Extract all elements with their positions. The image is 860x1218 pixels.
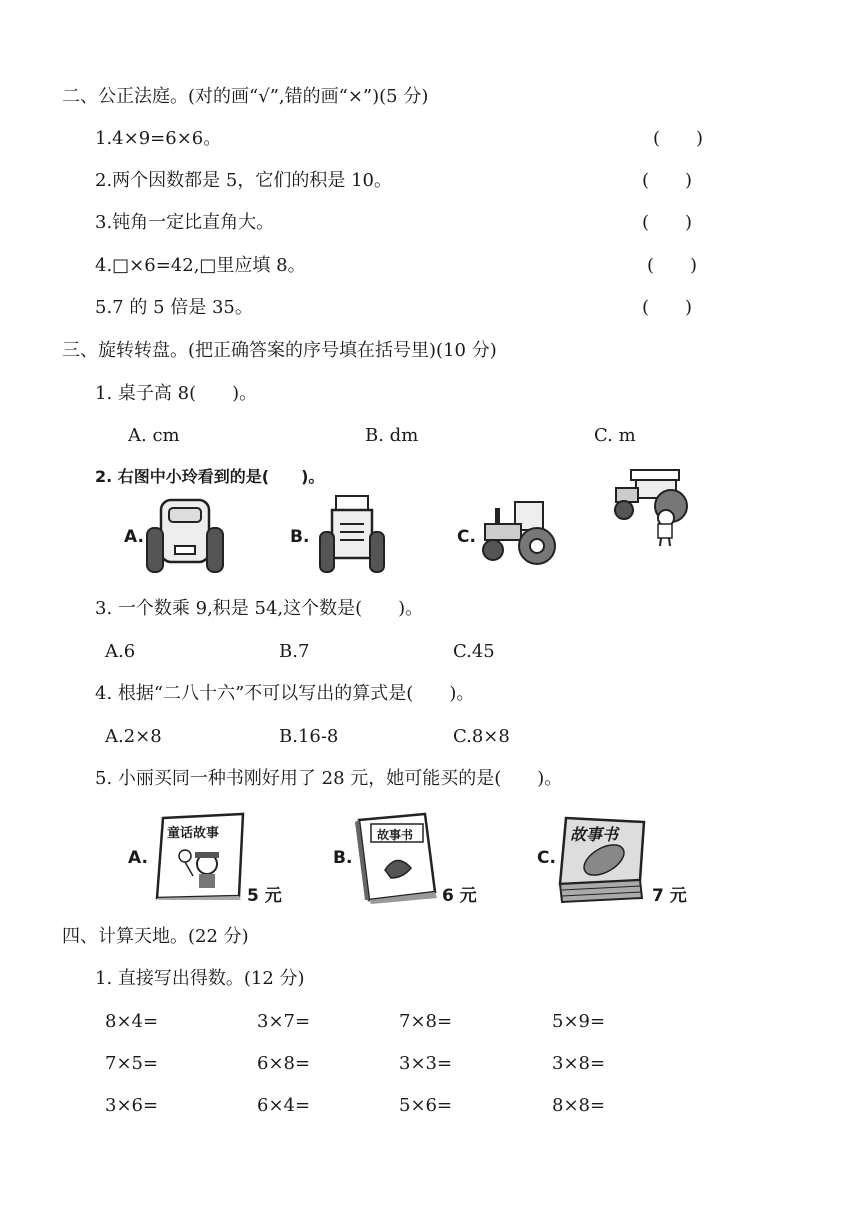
section2-heading: 二、公正法庭。(对的画“√”,错的画“×”)(5 分) (62, 86, 429, 107)
s3-q2-option-a-label[interactable]: A. (124, 527, 144, 547)
s2-answer-paren-4[interactable]: ( ) (647, 255, 698, 276)
calc-item[interactable]: 5×6= (399, 1095, 453, 1116)
calc-item[interactable]: 6×4= (257, 1095, 311, 1116)
tractor-front-view-picture[interactable] (318, 494, 386, 576)
tractor-back-view-picture[interactable] (145, 494, 225, 576)
book-a-price: 5 元 (247, 886, 282, 906)
s3-q4-option-b[interactable]: B.16-8 (279, 726, 339, 747)
calc-item[interactable]: 8×4= (105, 1011, 159, 1032)
calc-item[interactable]: 3×6= (105, 1095, 159, 1116)
s3-q3-option-a[interactable]: A.6 (105, 641, 136, 662)
s3-q2-option-b-label[interactable]: B. (290, 527, 310, 547)
s3-q1-text: 1. 桌子高 8( )。 (95, 383, 258, 404)
book-story-b-title: 故事书 (377, 828, 414, 842)
s3-q4-option-a[interactable]: A.2×8 (105, 726, 162, 747)
s2-item-4: 4.□×6=42,□里应填 8。 (95, 255, 306, 276)
s4-sub1-text: 1. 直接写出得数。(12 分) (95, 968, 305, 989)
s2-answer-paren-1[interactable]: ( ) (653, 128, 704, 149)
s3-q4-text: 4. 根据“二八十六”不可以写出的算式是( )。 (95, 683, 475, 704)
book-story-c[interactable] (556, 814, 650, 904)
section3-heading: 三、旋转转盘。(把正确答案的序号填在括号里)(10 分) (62, 340, 497, 361)
calc-item[interactable]: 3×3= (399, 1053, 453, 1074)
section4-heading: 四、计算天地。(22 分) (62, 926, 249, 947)
s2-item-2: 2.两个因数都是 5，它们的积是 10。 (95, 170, 392, 191)
s3-q5-option-c-label[interactable]: C. (537, 848, 556, 868)
s2-answer-paren-3[interactable]: ( ) (642, 212, 693, 233)
s3-q4-option-c[interactable]: C.8×8 (453, 726, 510, 747)
s2-item-3: 3.钝角一定比直角大。 (95, 212, 275, 233)
s3-q1-option-c[interactable]: C. m (594, 425, 636, 446)
calc-item[interactable]: 7×8= (399, 1011, 453, 1032)
calc-item[interactable]: 3×7= (257, 1011, 311, 1032)
s3-q1-option-a[interactable]: A. cm (128, 425, 180, 446)
s3-q2-text-span: 2. 右图中小玲看到的是( )。 (95, 467, 325, 486)
book-story-b[interactable] (355, 812, 439, 904)
s3-q5-option-a-label[interactable]: A. (128, 848, 148, 868)
s3-q2-text (95, 468, 324, 486)
calc-item[interactable]: 3×8= (552, 1053, 606, 1074)
s3-q5-text: 5. 小丽买同一种书刚好用了 28 元，她可能买的是( )。 (95, 768, 563, 789)
s2-item-5: 5.7 的 5 倍是 35。 (95, 297, 253, 318)
s2-item-1: 1.4×9=6×6。 (95, 128, 222, 149)
tractor-side-view-picture[interactable] (475, 500, 557, 566)
calc-item[interactable]: 7×5= (105, 1053, 159, 1074)
s2-answer-paren-5[interactable]: ( ) (642, 297, 693, 318)
s3-q5-option-b-label[interactable]: B. (333, 848, 353, 868)
s3-q3-option-b[interactable]: B.7 (279, 641, 310, 662)
book-fairy-tales-title: 童话故事 (167, 826, 220, 841)
book-c-price: 7 元 (652, 886, 687, 906)
book-story-c-title: 故事书 (570, 825, 619, 844)
calc-item[interactable]: 5×9= (552, 1011, 606, 1032)
calc-item[interactable]: 8×8= (552, 1095, 606, 1116)
book-fairy-tales[interactable] (155, 812, 247, 900)
book-b-price: 6 元 (442, 886, 477, 906)
s3-q3-text: 3. 一个数乘 9,积是 54,这个数是( )。 (95, 598, 424, 619)
s3-q3-option-c[interactable]: C.45 (453, 641, 495, 662)
reference-tractor-girl-picture (606, 468, 696, 548)
calc-item[interactable]: 6×8= (257, 1053, 311, 1074)
s3-q1-option-b[interactable]: B. dm (365, 425, 419, 446)
s3-q2-option-c-label[interactable]: C. (457, 527, 476, 547)
s2-answer-paren-2[interactable]: ( ) (642, 170, 693, 191)
